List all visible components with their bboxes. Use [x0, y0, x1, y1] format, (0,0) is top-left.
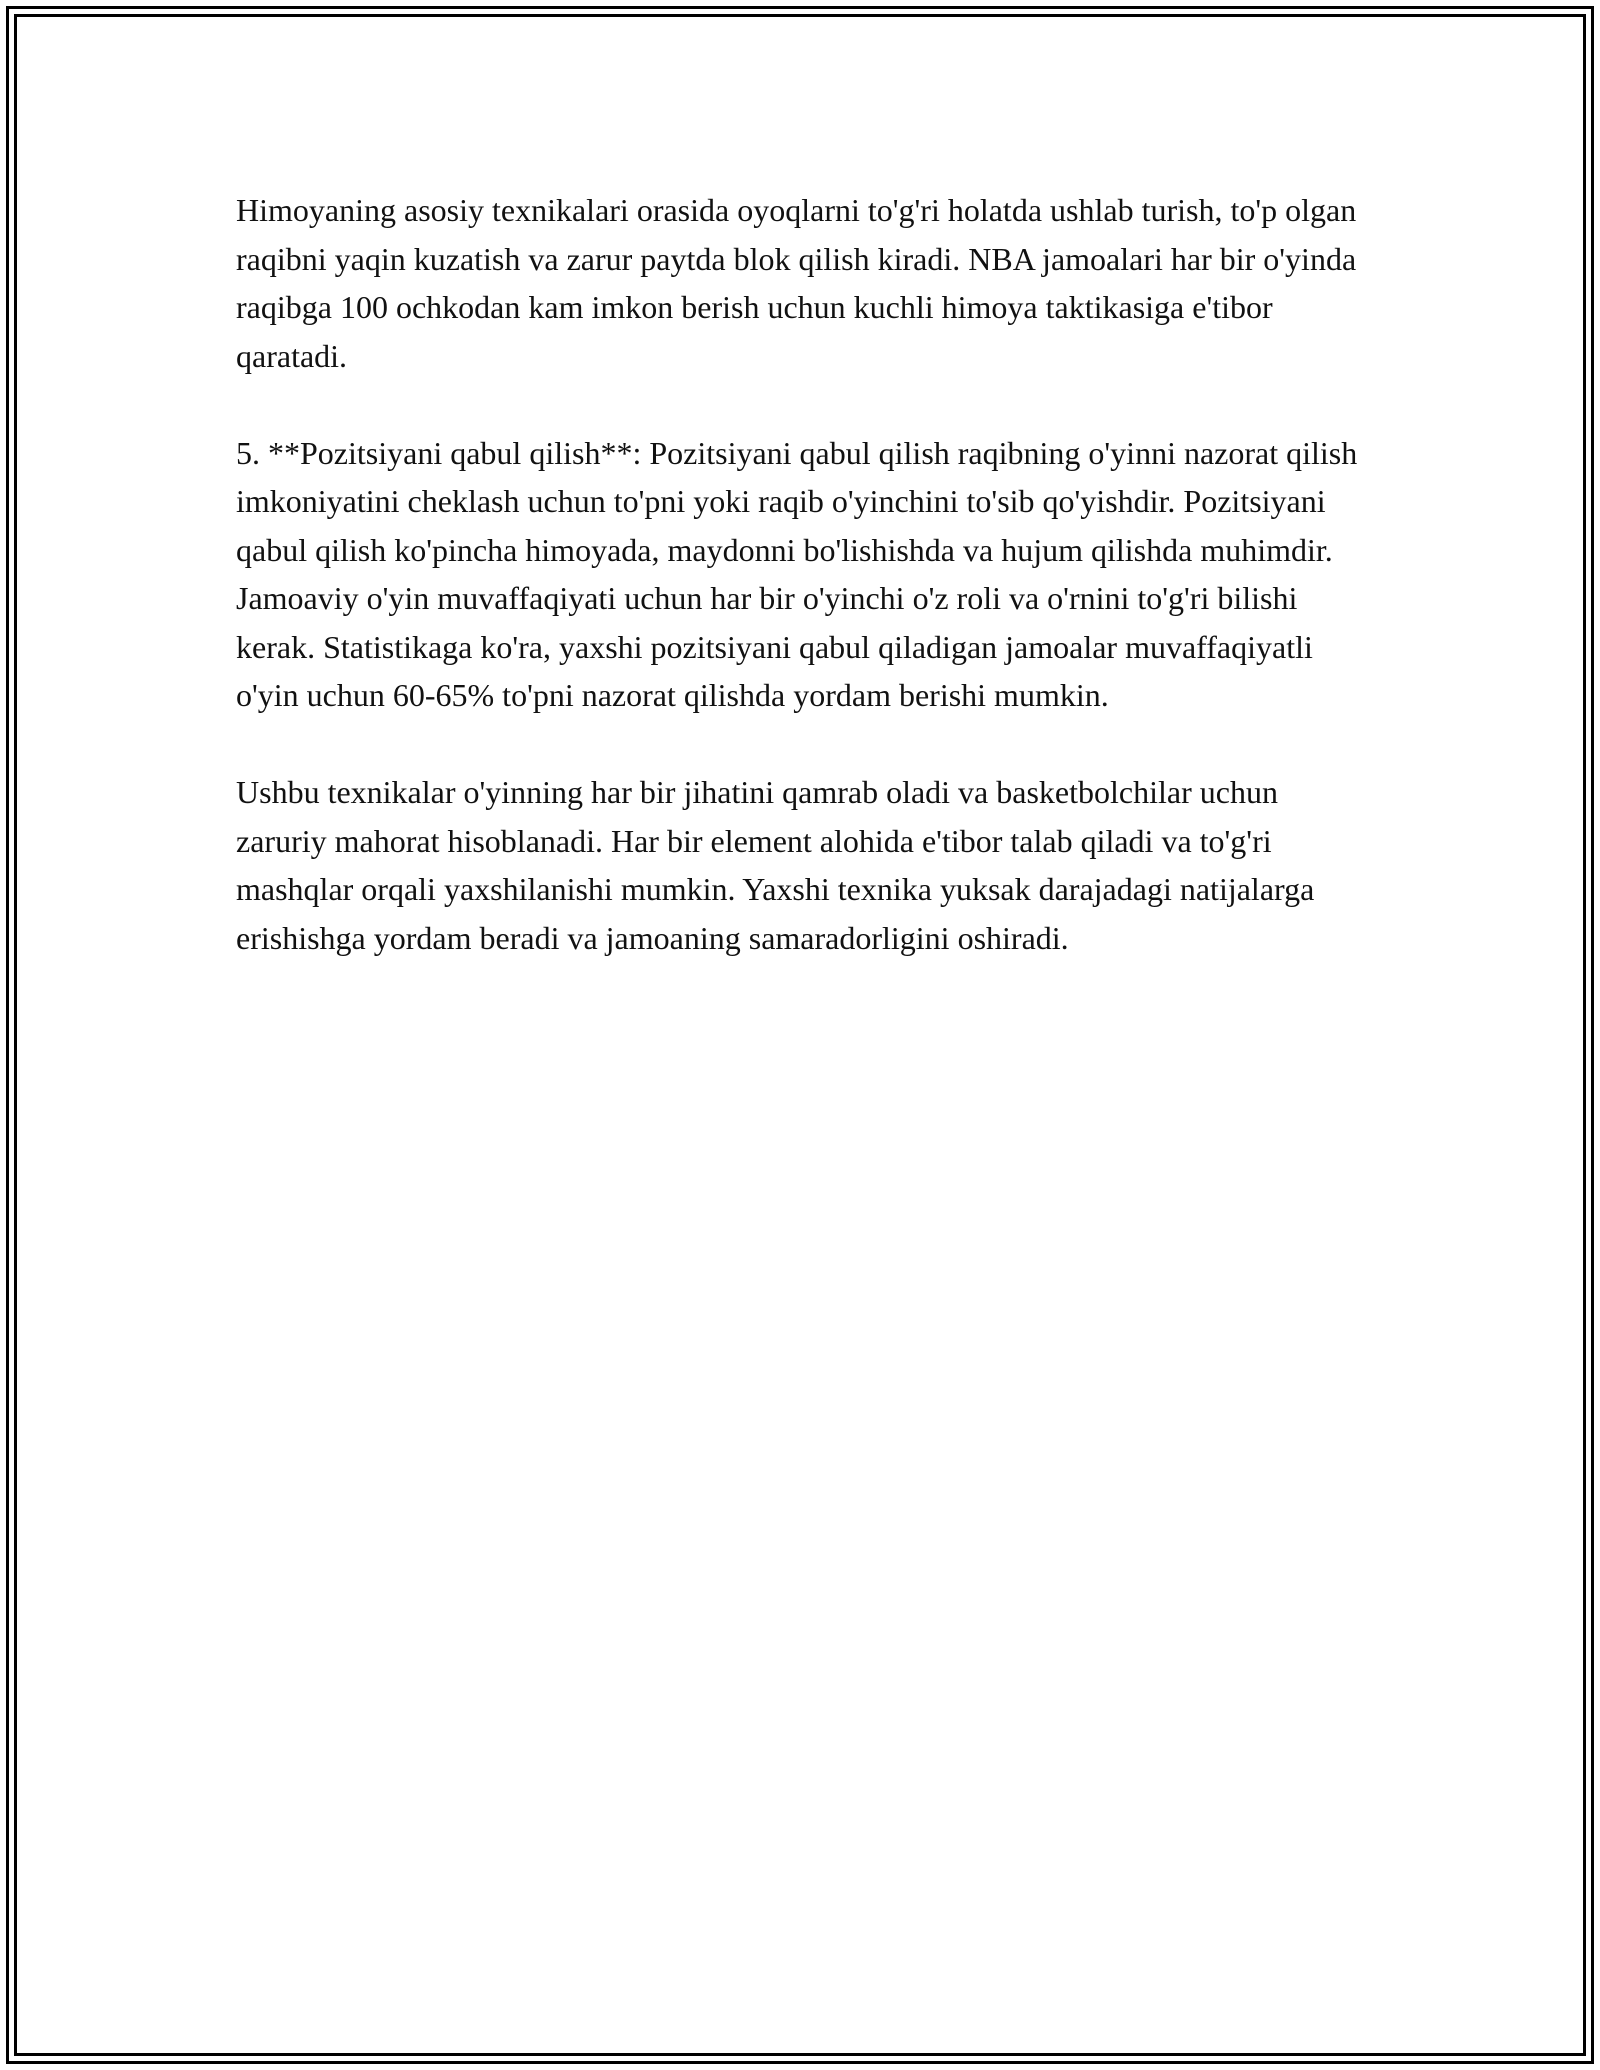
- paragraph-defense-techniques: Himoyaning asosiy texnikalari orasida oyoqlarni to'g'ri holatda ushlab turish, to'p olgan raqibni yaqin kuzatish va zarur paytda blok qilish kiradi. NBA jamoalari har bir o'yinda raqibga 100 ochkodan kam imkon berish uchun kuchli himoya taktikasiga e'tibor qaratadi.: [236, 192, 1357, 374]
- paragraph-positioning: 5. **Pozitsiyani qabul qilish**: Pozitsiyani qabul qilish raqibning o'yinni nazorat qilish imkoniyatini cheklash uchun to'pni yoki raqib o'yinchini to'sib qo'yishdir. Pozitsiyani qabul qilish ko'pincha himoyada, maydonni bo'lishishda va hujum qilishda muhimdir. Jamoaviy o'yin muvaffaqiyati uchun har bir o'yinchi o'z roli va o'rnini to'g'ri bilishi kerak. Statistikaga ko'ra, yaxshi pozitsiyani qabul qiladigan jamoalar muvaffaqiyatli o'yin uchun 60-65% to'pni nazorat qilishda yordam berishi mumkin.: [236, 434, 1358, 713]
- document-body: [236, 186, 1376, 1011]
- paragraph-conclusion: Ushbu texnikalar o'yinning har bir jihatini qamrab oladi va basketbolchilar uchun zaruriy mahorat hisoblanadi. Har bir element alohida e'tibor talab qiladi va to'g'ri mashqlar orqali yaxshilanishi mumkin. Yaxshi texnika yuksak darajadagi natijalarga erishishga yordam beradi va jamoaning samaradorligini oshiradi.: [236, 774, 1315, 956]
